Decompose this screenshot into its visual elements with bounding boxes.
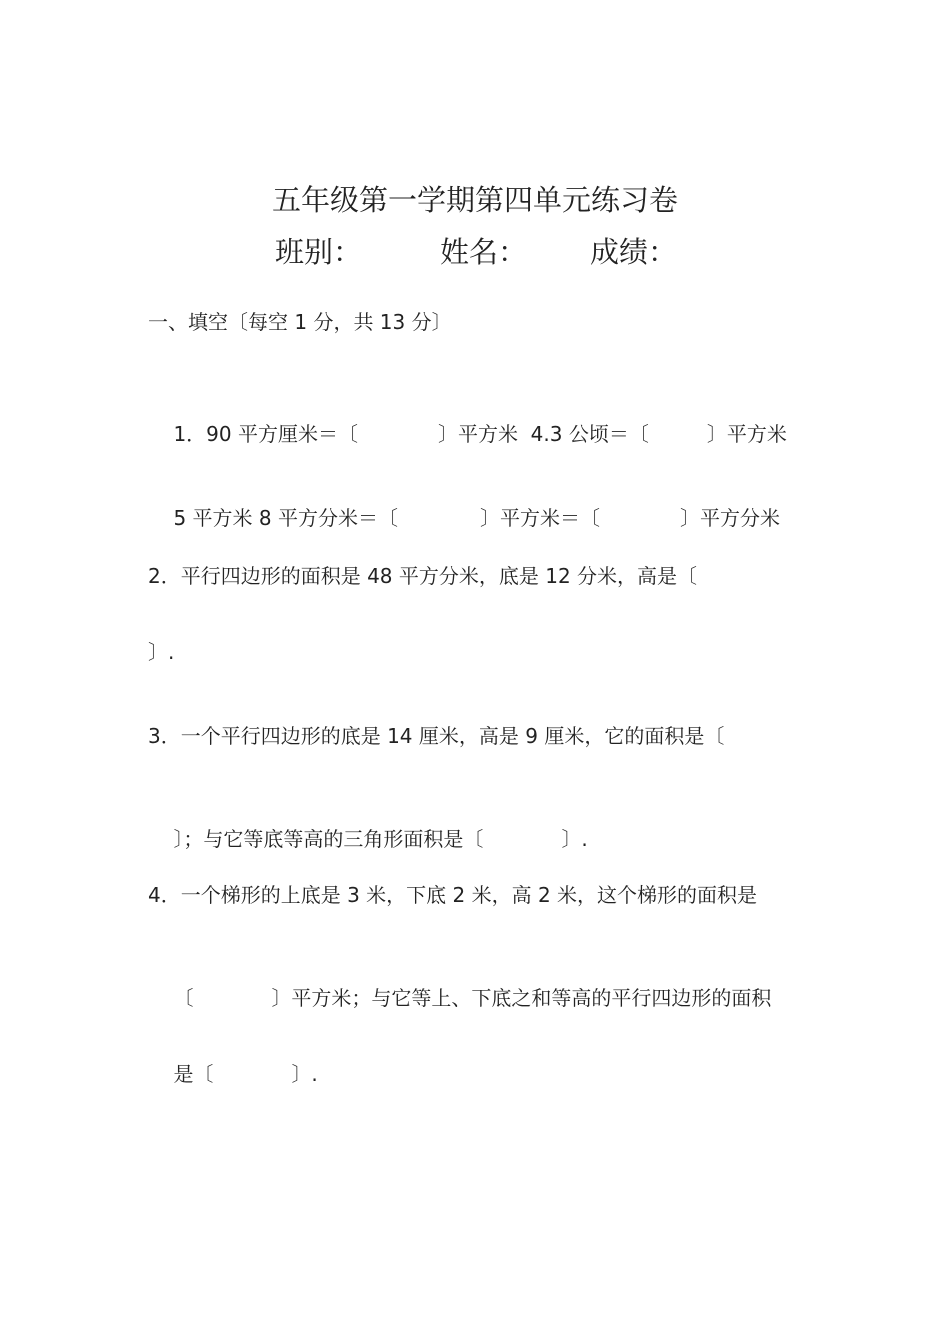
class-label: 班别： (275, 235, 363, 269)
question-4-line-3 (148, 1032, 318, 1086)
question-4-line-1: 4．一个梯形的上底是 3 米，下底 2 米，高 2 米，这个梯形的面积是 (148, 883, 758, 907)
q4-text-c: 是〔 (173, 1062, 214, 1086)
q3-text-a: 〕；与它等底等高的三角形面积是〔 (173, 827, 484, 851)
question-3-line-2 (148, 797, 588, 851)
question-1-line-2 (148, 476, 780, 530)
q1-text-f: 〕平方分米 (679, 506, 780, 530)
q1-text-b: 〕平方米 4.3 公顷＝〔 (437, 422, 649, 446)
q4-text-a: 〔 (173, 986, 194, 1010)
q4-text-b: 〕平方米；与它等上、下底之和等高的平行四边形的面积 (271, 986, 772, 1010)
q1-text-d: 5 平方米 8 平方分米＝〔 (173, 506, 398, 530)
q1-text-a: 1．90 平方厘米＝〔 (173, 422, 358, 446)
q1-text-e: 〕平方米＝〔 (479, 506, 600, 530)
page-title: 五年级第一学期第四单元练习卷 (271, 183, 678, 217)
question-2-line-2: 〕. (148, 640, 175, 664)
q3-text-b: 〕. (561, 827, 588, 851)
question-3-line-1: 3．一个平行四边形的底是 14 厘米，高是 9 厘米，它的面积是〔 (148, 724, 725, 748)
score-label: 成绩： (590, 235, 678, 269)
name-label: 姓名： (440, 235, 528, 269)
question-4-line-2 (148, 956, 772, 1010)
question-1-line-1 (148, 392, 787, 446)
q1-text-c: 〕平方米 (706, 422, 787, 446)
section-heading: 一、填空〔每空 1 分，共 13 分〕 (148, 310, 452, 334)
question-2-line-1: 2．平行四边形的面积是 48 平方分米，底是 12 分米，高是〔 (148, 564, 698, 588)
q4-text-d: 〕. (291, 1062, 318, 1086)
